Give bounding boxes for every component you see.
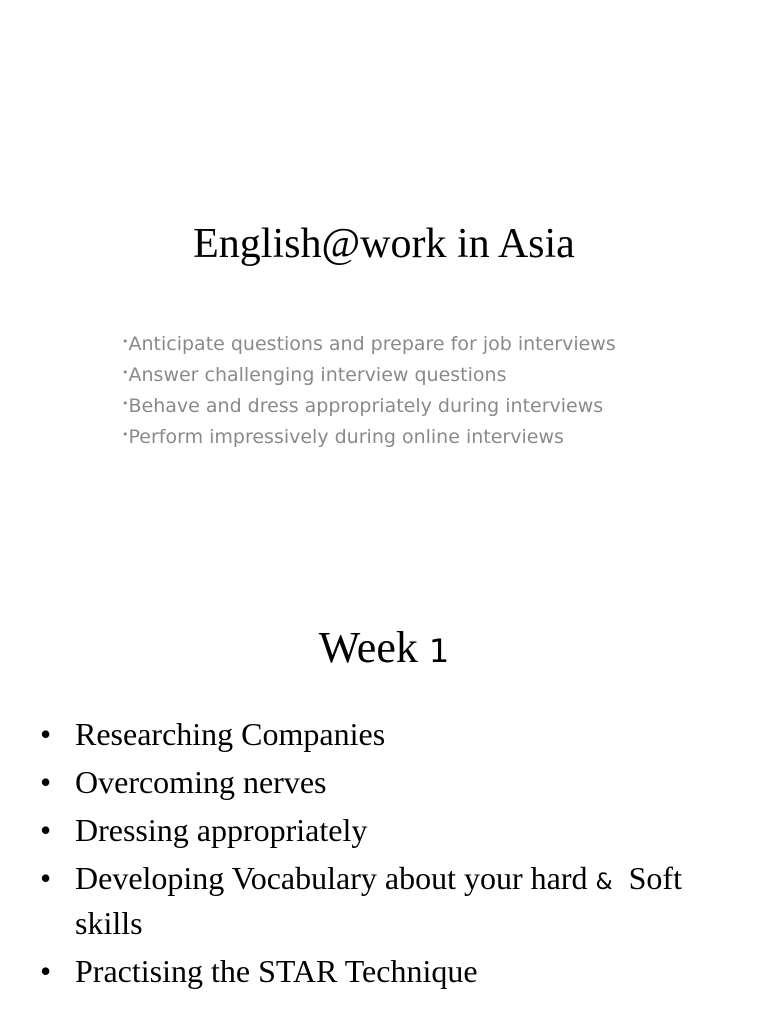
- bullet-icon: •: [122, 366, 129, 379]
- bullet-icon: •: [40, 953, 52, 989]
- bullet-icon: •: [40, 716, 52, 752]
- topic-item: • Researching Companies: [40, 716, 386, 752]
- ampersand: &: [595, 870, 613, 895]
- topic-item: • Developing Vocabulary about your hard & Soft skills: [40, 860, 682, 941]
- week-topics-list: [40, 714, 730, 999]
- bullet-icon: •: [122, 397, 129, 410]
- bullet-icon: •: [40, 860, 52, 896]
- bullet-icon: •: [40, 812, 52, 848]
- bullet-icon: •: [122, 335, 129, 348]
- week-number: 1: [428, 632, 450, 670]
- bullet-icon: •: [122, 428, 129, 441]
- objective-item: •Answer challenging interview questions: [122, 364, 507, 386]
- objectives-list: [122, 330, 644, 454]
- objective-item: •Anticipate questions and prepare for job interviews: [122, 333, 616, 355]
- week-title: Week 1: [318, 623, 450, 672]
- slide-title: English@work in Asia: [193, 221, 575, 267]
- bullet-icon: •: [40, 764, 52, 800]
- slide-2: [0, 580, 768, 1024]
- topic-item: • Practising the STAR Technique: [40, 953, 478, 989]
- topic-item: • Overcoming nerves: [40, 764, 327, 800]
- objective-item: •Perform impressively during online interviews: [122, 426, 564, 448]
- topic-item: • Dressing appropriately: [40, 812, 368, 848]
- objective-item: •Behave and dress appropriately during interviews: [122, 395, 604, 417]
